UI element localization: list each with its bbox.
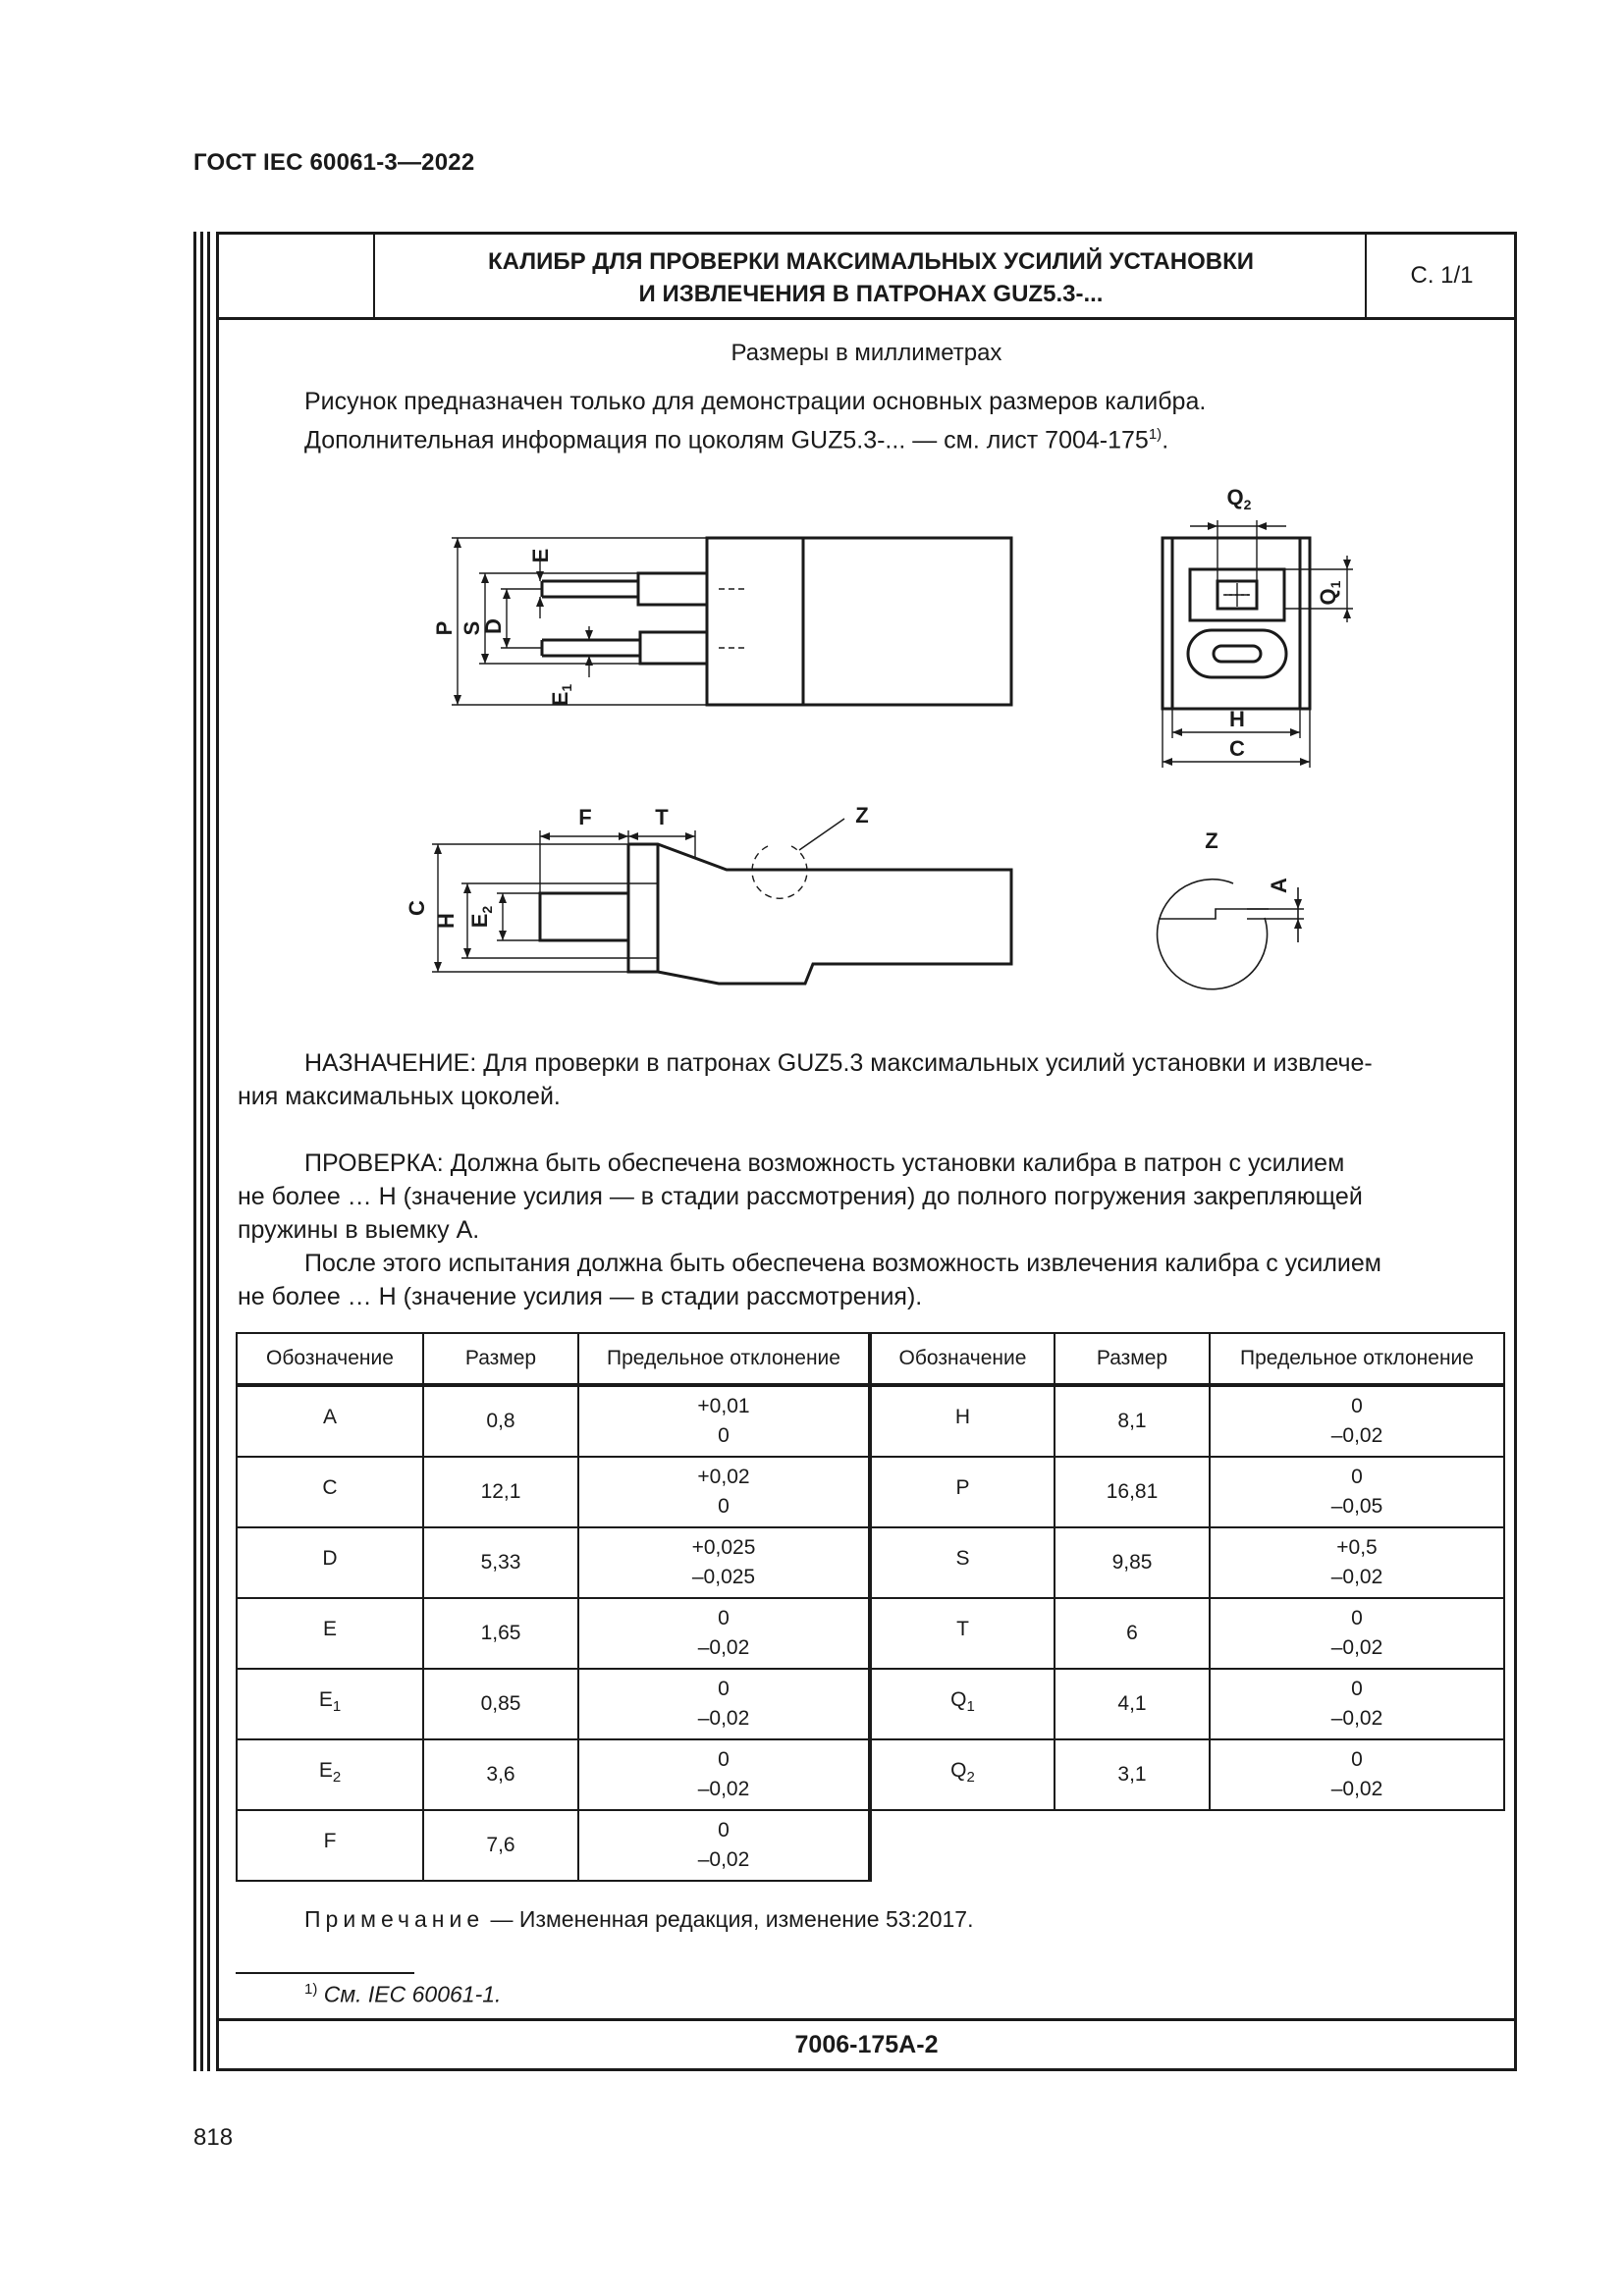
label-t: T <box>655 805 669 829</box>
table-cell: Обозначение <box>870 1333 1055 1385</box>
sheet-title-line: И ИЗВЛЕЧЕНИЯ В ПАТРОНАХ GUZ5.3-... <box>638 281 1104 307</box>
side-view-drawing <box>412 520 1021 736</box>
table-row <box>237 1598 1504 1669</box>
purpose-paragraph: НАЗНАЧЕНИЕ: Для проверки в патронах GUZ5.3 максимальных усилий установки и извлече- ния максимальных цоколей. <box>238 1049 1373 1110</box>
table-cell: A <box>237 1385 423 1457</box>
table-cell: Размер <box>1055 1333 1210 1385</box>
label-e: E <box>528 548 553 563</box>
table-cell: H <box>870 1385 1055 1457</box>
check-paragraph: ПРОВЕРКА: Должна быть обеспечена возможность установки калибра в патрон с усилием не более … Н (значение усилия — в стадии рассмотрения) до полного погружения закрепляющей пружины в выемку А. После этого испытания должна быть обеспечена возможность извлечения калибра с усилием не более … Н (значение усилия — в стадии рассмотрения). <box>238 1149 1381 1310</box>
header-blank-cell <box>216 232 375 319</box>
table-row <box>237 1527 1504 1598</box>
table-cell: +0,5 –0,02 <box>1210 1527 1504 1598</box>
table-cell: E <box>237 1598 423 1669</box>
table-cell: 7,6 <box>423 1810 578 1881</box>
table-cell: P <box>870 1457 1055 1527</box>
table-cell: F <box>237 1810 423 1881</box>
label-q2: $Q_2$ <box>1226 485 1252 512</box>
table-cell: T <box>870 1598 1055 1669</box>
label-c: C <box>405 900 429 916</box>
label-q1: $Q_1$ <box>1316 580 1343 606</box>
table-cell: 5,33 <box>423 1527 578 1598</box>
table-cell: 0 –0,02 <box>578 1598 870 1669</box>
table-row <box>237 1739 1504 1810</box>
table-cell: 0 –0,02 <box>578 1669 870 1739</box>
table-cell: 1,65 <box>423 1598 578 1669</box>
label-d: D <box>481 618 506 634</box>
table-cell: $E_2$ <box>237 1739 423 1810</box>
label-p: P <box>432 620 457 636</box>
table-cell: 0 –0,05 <box>1210 1457 1504 1527</box>
footnote-rule <box>236 1972 414 1974</box>
table-cell: Размер <box>423 1333 578 1385</box>
table-cell: D <box>237 1527 423 1598</box>
table-row <box>237 1385 1504 1457</box>
label-h: H <box>434 913 459 929</box>
note: Примечание — Измененная редакция, изменение 53:2017. <box>304 1906 974 1932</box>
table-cell: 6 <box>1055 1598 1210 1669</box>
footnote-ref: 1) <box>1148 426 1163 443</box>
table-cell: $Q_1$ <box>870 1669 1055 1739</box>
table-cell: 0 –0,02 <box>1210 1669 1504 1739</box>
table-cell: 0 –0,02 <box>1210 1385 1504 1457</box>
sheet-title <box>377 240 1365 316</box>
intro-line: Дополнительная информация по цоколям GUZ5.3-... — см. лист 7004-175$^{1)}$. <box>304 426 1169 454</box>
table-cell: 0 –0,02 <box>578 1810 870 1881</box>
label-a: A <box>1267 878 1291 893</box>
sheet-code: 7006-175A-2 <box>794 2030 939 2058</box>
label-z: Z <box>1205 828 1218 853</box>
margin-rule <box>193 232 196 2071</box>
label-s: S <box>460 620 484 636</box>
units-note: Размеры в миллиметрах <box>730 340 1002 366</box>
table-cell: $Q_2$ <box>870 1739 1055 1810</box>
detail-z-drawing <box>1149 815 1325 991</box>
table-cell: +0,02 0 <box>578 1457 870 1527</box>
dimensions-table <box>236 1332 1505 1882</box>
table-row <box>237 1457 1504 1527</box>
label-z: Z <box>855 803 869 828</box>
table-row <box>237 1810 1504 1881</box>
label-c: C <box>1229 736 1245 761</box>
page-number: 818 <box>193 2124 234 2151</box>
table-cell: S <box>870 1527 1055 1598</box>
document-code: ГОСТ IEC 60061-3—2022 <box>193 149 475 176</box>
table-cell: 0 –0,02 <box>1210 1739 1504 1810</box>
table-cell: C <box>237 1457 423 1527</box>
end-view-drawing <box>1129 481 1394 785</box>
table-cell: 3,6 <box>423 1739 578 1810</box>
table-cell: 9,85 <box>1055 1527 1210 1598</box>
table-cell: 12,1 <box>423 1457 578 1527</box>
sheet-number: С. 1/1 <box>1410 261 1474 289</box>
table-row <box>237 1669 1504 1739</box>
table-cell: 16,81 <box>1055 1457 1210 1527</box>
table-cell: Обозначение <box>237 1333 423 1385</box>
table-cell: +0,025 –0,025 <box>578 1527 870 1598</box>
table-cell: +0,01 0 <box>578 1385 870 1457</box>
top-view-drawing <box>403 795 1021 1001</box>
footnote: $^{1)}$ См. IEC 60061-1. <box>304 1981 502 2007</box>
sheet-title-line: КАЛИБР ДЛЯ ПРОВЕРКИ МАКСИМАЛЬНЫХ УСИЛИЙ УСТАНОВКИ <box>487 248 1254 275</box>
table-cell: 0,8 <box>423 1385 578 1457</box>
table-cell: 3,1 <box>1055 1739 1210 1810</box>
table-cell: 0 –0,02 <box>578 1739 870 1810</box>
table-header-row <box>237 1333 1504 1385</box>
label-f: F <box>578 805 592 829</box>
margin-rule <box>200 232 203 2071</box>
label-e1: E1 <box>548 683 574 707</box>
label-e2: $E_2$ <box>467 905 495 929</box>
table-cell: Предельное отклонение <box>1210 1333 1504 1385</box>
table-cell <box>870 1810 1504 1881</box>
header-rule <box>216 317 1517 320</box>
table-cell: 0 –0,02 <box>1210 1598 1504 1669</box>
label-h: H <box>1229 707 1245 731</box>
table-cell: Предельное отклонение <box>578 1333 870 1385</box>
table-cell: 4,1 <box>1055 1669 1210 1739</box>
margin-rule <box>207 232 210 2071</box>
table-cell: $E_1$ <box>237 1669 423 1739</box>
table-cell: 8,1 <box>1055 1385 1210 1457</box>
intro-line: Рисунок предназначен только для демонстрации основных размеров калибра. <box>304 388 1207 415</box>
table-cell: 0,85 <box>423 1669 578 1739</box>
